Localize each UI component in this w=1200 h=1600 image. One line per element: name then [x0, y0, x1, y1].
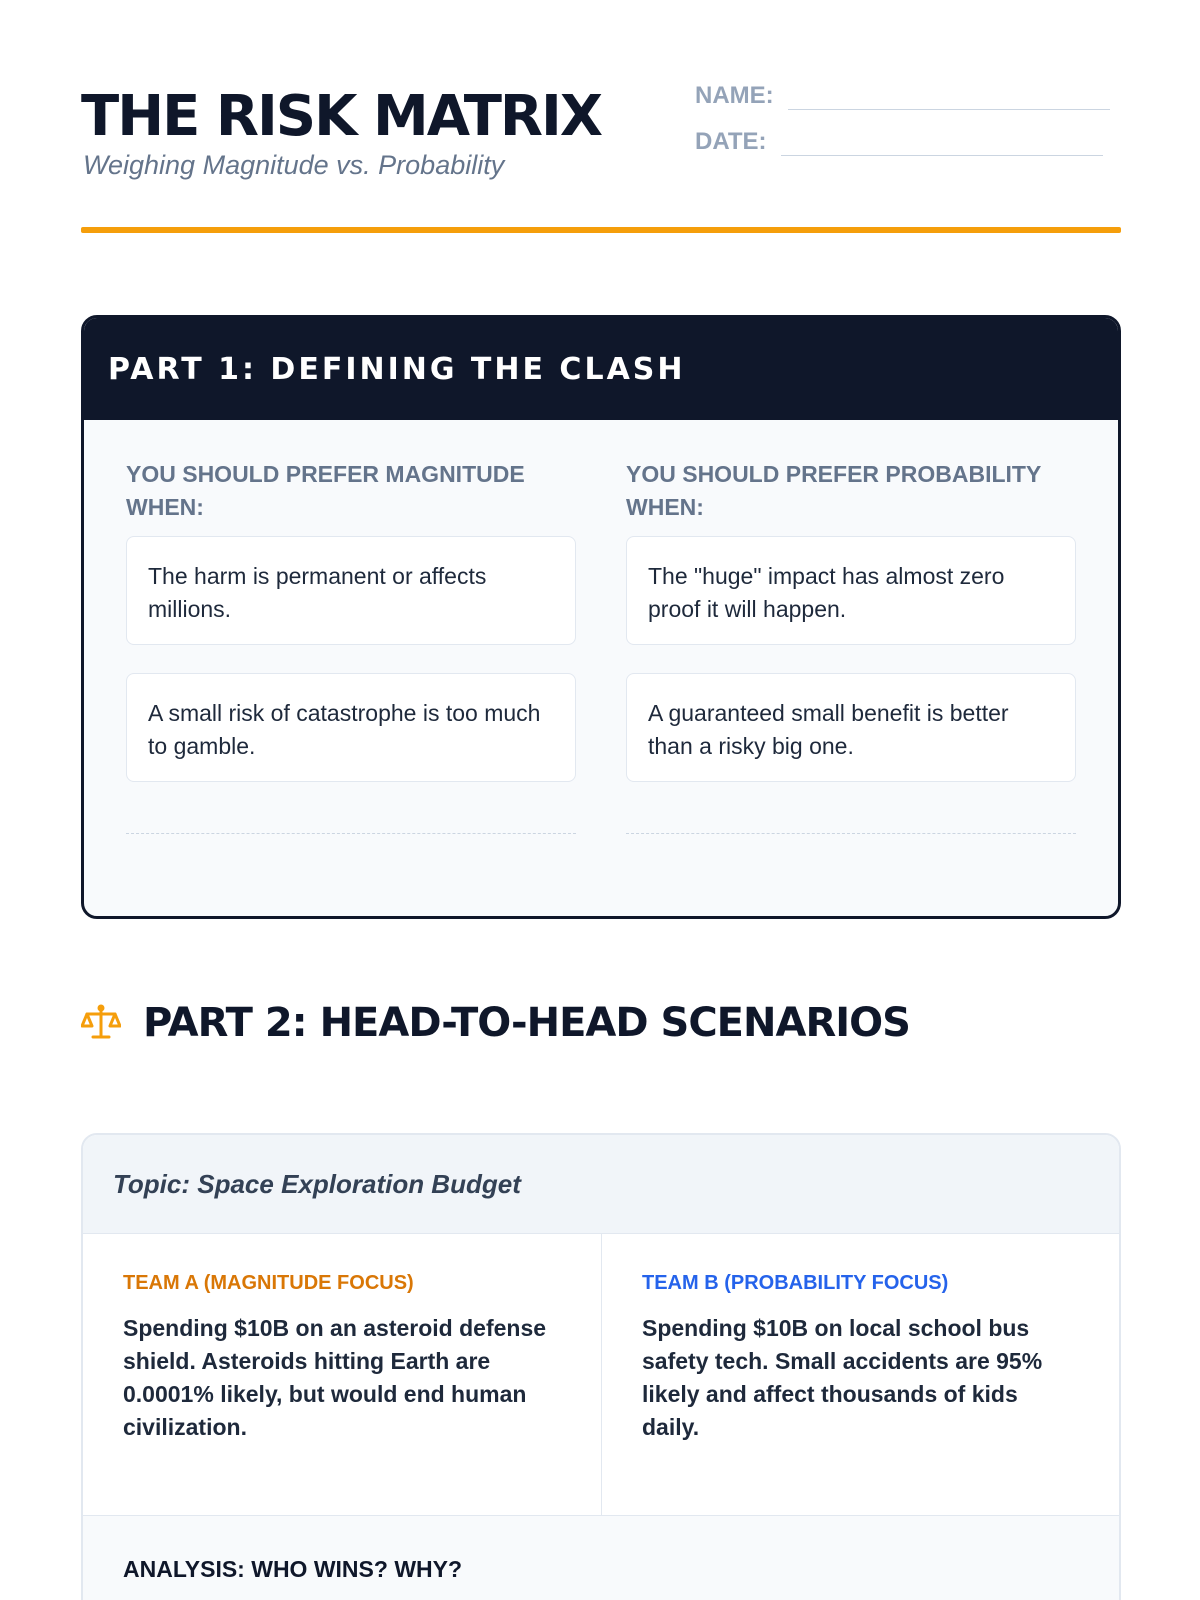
- part1-header: [84, 318, 1118, 420]
- team-b-text: Spending $10B on local school bus safety tech. Small accidents are 95% likely and affect thousands of kids daily.: [642, 1315, 1043, 1440]
- worksheet-header: [81, 70, 1121, 235]
- team-columns: [83, 1234, 1119, 1516]
- name-line[interactable]: [788, 86, 1110, 110]
- team-a-column: [83, 1234, 601, 1515]
- team-b-label: TEAM B (PROBABILITY FOCUS): [642, 1272, 949, 1294]
- team-b-column: [601, 1234, 1119, 1515]
- name-label: NAME:: [695, 82, 774, 109]
- part1-panel: [81, 315, 1121, 919]
- page-title: THE RISK MATRIX: [81, 84, 602, 149]
- scenario-topic: Topic: Space Exploration Budget: [113, 1168, 521, 1199]
- scale-icon: [81, 1003, 121, 1043]
- probability-column: [626, 458, 1076, 834]
- probability-answer-line[interactable]: [626, 833, 1076, 834]
- header-divider: [81, 227, 1121, 233]
- magnitude-answer-line[interactable]: [126, 833, 576, 834]
- clash-columns: [126, 458, 1076, 834]
- probability-card-2: A guaranteed small benefit is better than a risky big one.: [626, 673, 1076, 782]
- magnitude-card-2: A small risk of catastrophe is too much to gamble.: [126, 673, 576, 782]
- part2-header: [81, 1000, 910, 1046]
- magnitude-column: [126, 458, 576, 834]
- part1-title: PART 1: DEFINING THE CLASH: [108, 351, 686, 387]
- probability-card-1: The "huge" impact has almost zero proof it will happen.: [626, 536, 1076, 645]
- magnitude-card-1: The harm is permanent or affects millions.: [126, 536, 576, 645]
- analysis-label: ANALYSIS: WHO WINS? WHY?: [123, 1556, 463, 1582]
- date-field-row: [695, 128, 1103, 156]
- name-field-row: [695, 82, 1110, 110]
- date-label: DATE:: [695, 128, 767, 155]
- page-subtitle: Weighing Magnitude vs. Probability: [83, 150, 505, 180]
- team-a-text: Spending $10B on an asteroid defense shield. Asteroids hitting Earth are 0.0001% likely, but would end human civilization.: [123, 1315, 547, 1440]
- team-a-label: TEAM A (MAGNITUDE FOCUS): [123, 1272, 414, 1294]
- part2-title: PART 2: HEAD-TO-HEAD SCENARIOS: [143, 1000, 910, 1046]
- date-line[interactable]: [781, 132, 1103, 156]
- scenario-card: [81, 1133, 1121, 1600]
- probability-heading: YOU SHOULD PREFER PROBABILITY WHEN:: [626, 461, 1041, 520]
- scenario-topic-bar: [83, 1135, 1119, 1234]
- analysis-section[interactable]: [83, 1516, 1119, 1600]
- magnitude-heading: YOU SHOULD PREFER MAGNITUDE WHEN:: [126, 461, 525, 520]
